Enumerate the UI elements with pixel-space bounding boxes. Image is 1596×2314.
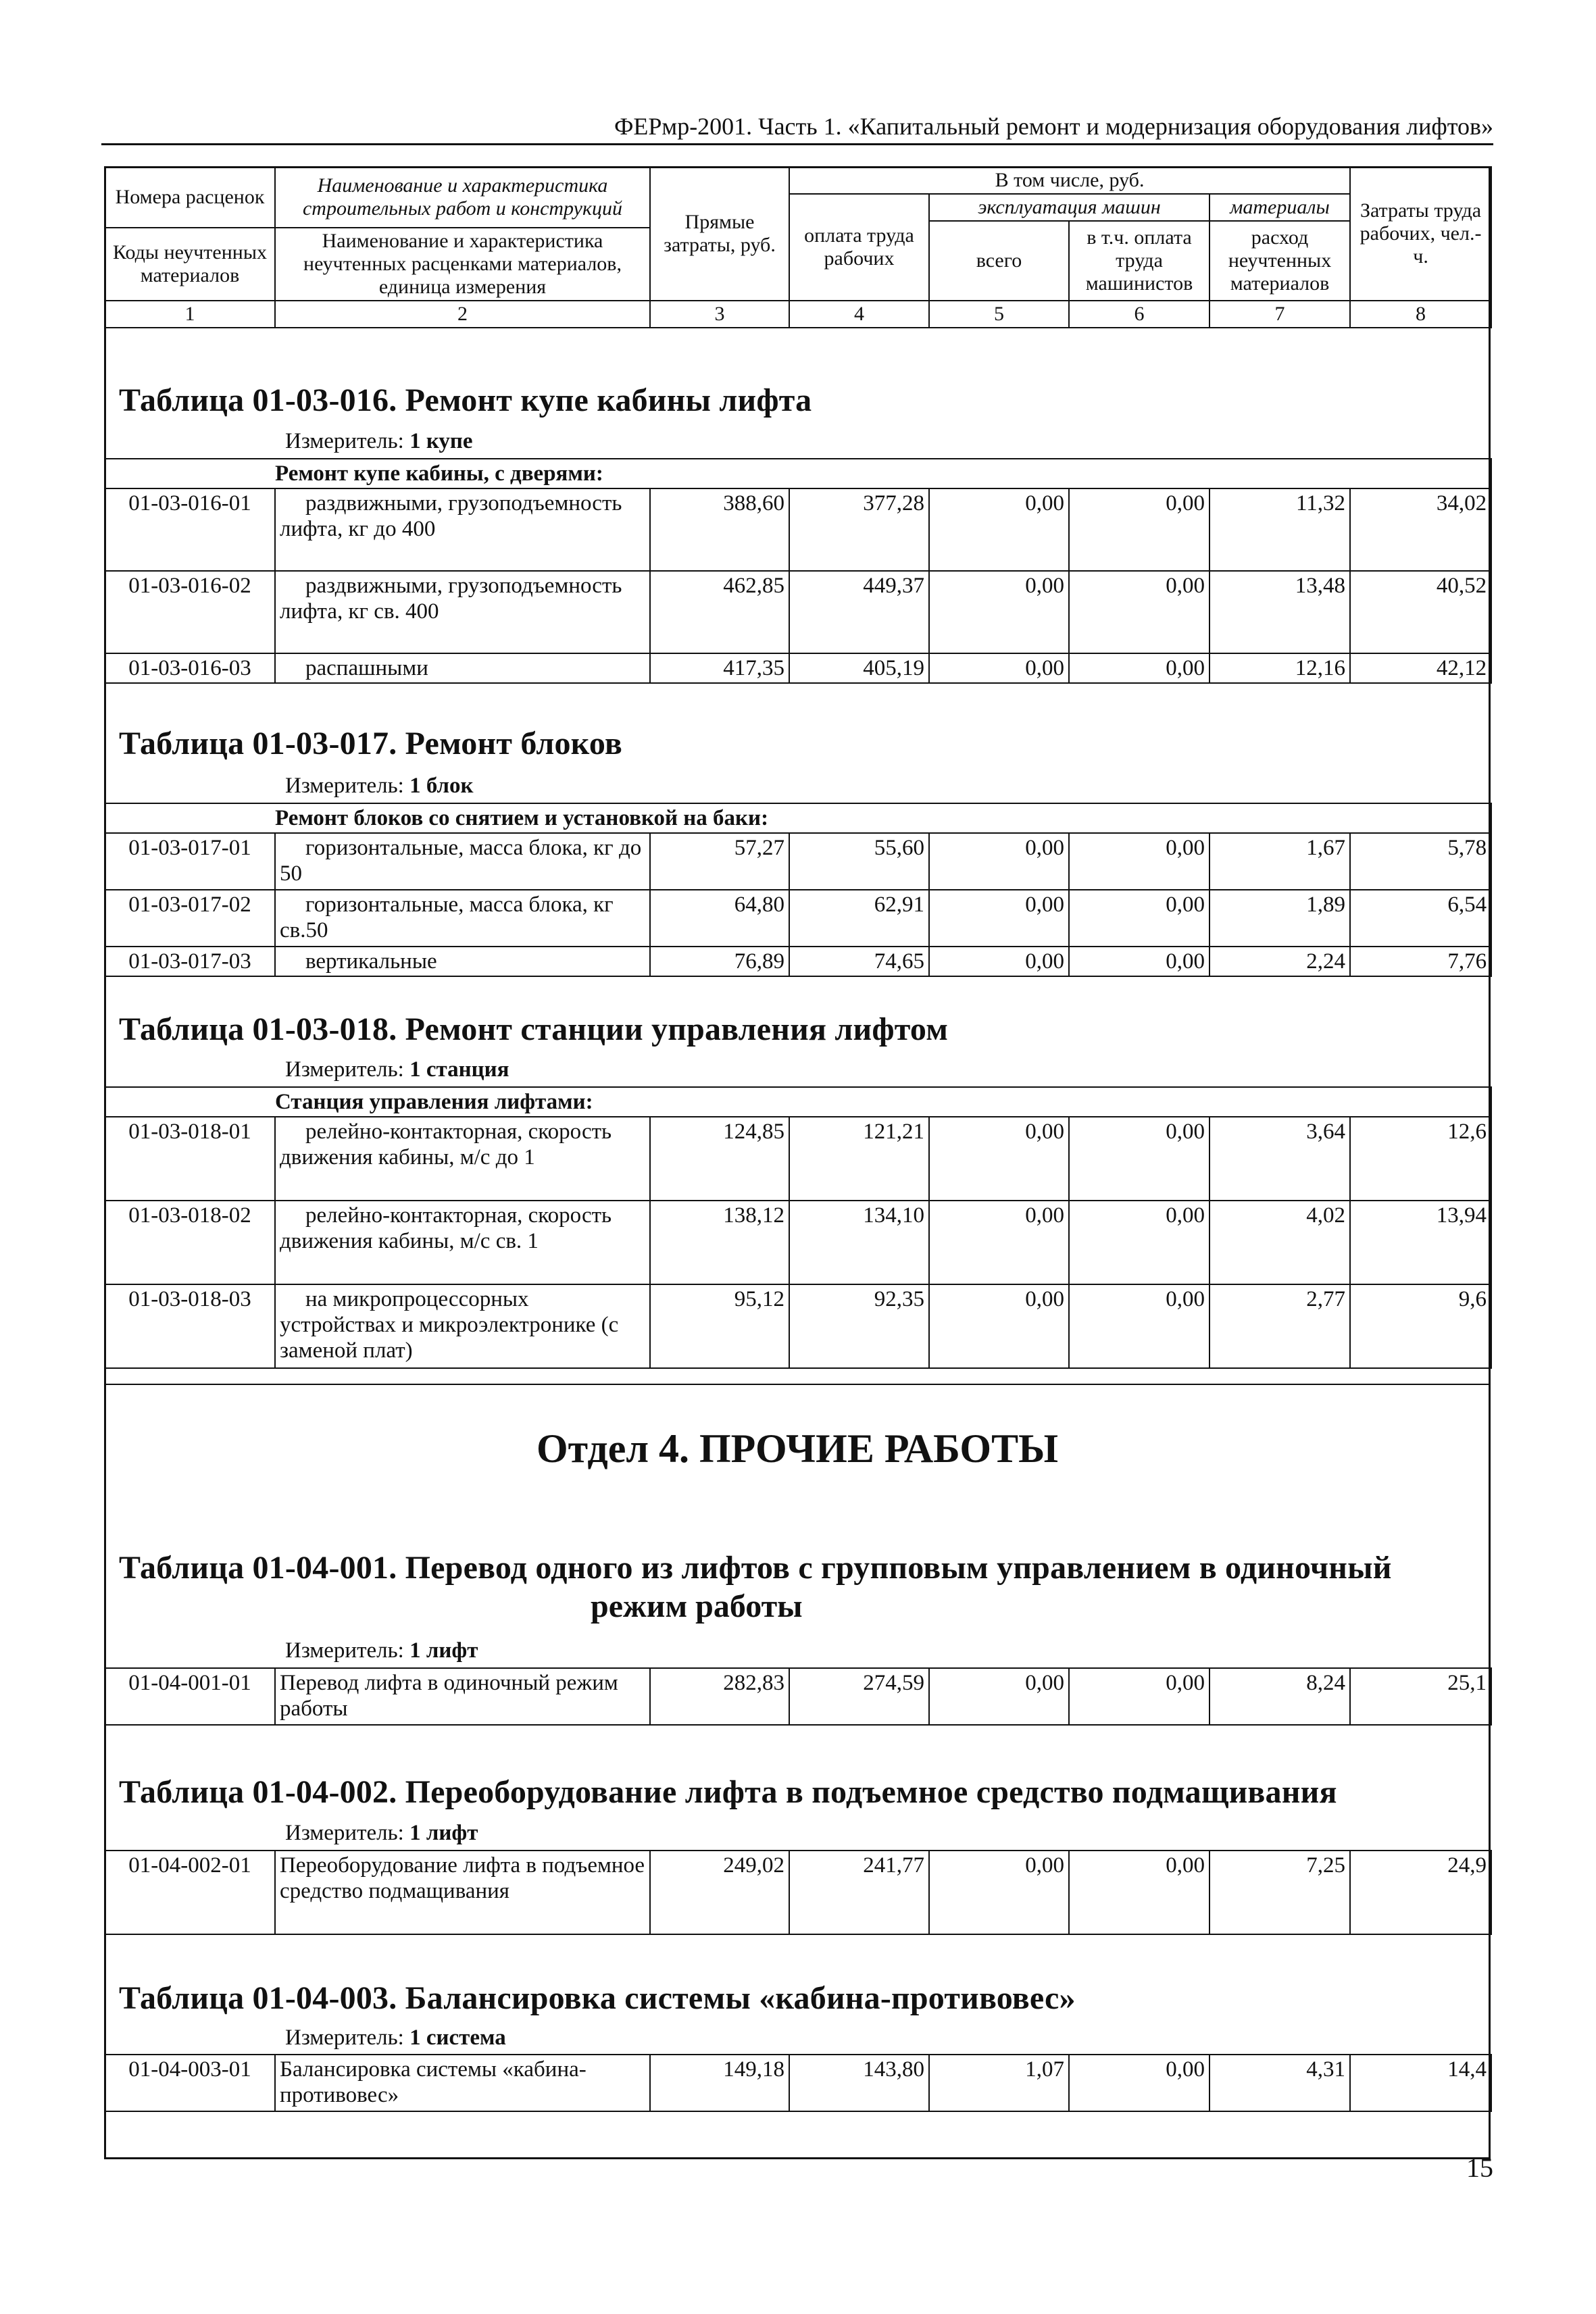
table-measure <box>285 1821 478 1846</box>
table-title: Таблица 01-04-002. Переоборудование лифта в подъемное средство подмащивания <box>119 1774 1337 1810</box>
section-divider <box>104 1384 1491 1385</box>
rate-name: горизонтальные, масса блока, кг до 50 <box>275 833 650 890</box>
measure-value: 1 система <box>409 2026 506 2050</box>
column-header-block <box>104 166 1491 328</box>
rate-name: релейно-контакторная, скорость движения кабины, м/с св. 1 <box>275 1201 650 1284</box>
machines-total: 0,00 <box>929 1668 1069 1725</box>
labor-pay: 55,60 <box>789 833 929 890</box>
col1-top-text: Номера расценок <box>115 186 265 208</box>
col-number-8: 8 <box>1350 301 1491 328</box>
including-header <box>789 167 1350 194</box>
labor-pay: 241,77 <box>789 1851 929 1934</box>
labor-hours: 7,76 <box>1350 947 1491 976</box>
machines-total: 0,00 <box>929 1201 1069 1284</box>
machines-header <box>929 194 1210 221</box>
direct-cost: 95,12 <box>650 1284 789 1368</box>
rate-name: вертикальные <box>275 947 650 976</box>
group-heading: Ремонт купе кабины, с дверями: <box>275 459 1491 488</box>
direct-cost: 124,85 <box>650 1117 789 1201</box>
direct-cost: 64,80 <box>650 890 789 947</box>
machines-total: 0,00 <box>929 571 1069 653</box>
col-number-2: 2 <box>275 301 650 328</box>
machines-total: 0,00 <box>929 653 1069 683</box>
table-title: Таблица 01-03-018. Ремонт станции управления лифтом <box>119 1011 949 1047</box>
rate-name: раздвижными, грузоподъемность лифта, кг до 400 <box>275 488 650 571</box>
col4-text: оплата труда рабочих <box>804 224 914 270</box>
materials: 1,67 <box>1210 833 1350 890</box>
table-measure <box>285 1057 509 1082</box>
rate-code: 01-03-018-01 <box>105 1117 275 1201</box>
rate-code: 01-03-018-03 <box>105 1284 275 1368</box>
machines-total: 1,07 <box>929 2055 1069 2111</box>
materials: 2,24 <box>1210 947 1350 976</box>
measure-label: Измеритель: <box>285 1057 410 1082</box>
labor-pay: 74,65 <box>789 947 929 976</box>
machinist-pay: 0,00 <box>1069 833 1210 890</box>
measure-label: Измеритель: <box>285 774 410 798</box>
rates-table <box>104 2054 1492 2112</box>
labor-hours: 40,52 <box>1350 571 1491 653</box>
rate-code: 01-03-017-03 <box>105 947 275 976</box>
materials: 1,89 <box>1210 890 1350 947</box>
page-number: 15 <box>1466 2153 1493 2183</box>
col-number-1: 1 <box>105 301 275 328</box>
col6-text: в т.ч. оплата труда машинистов <box>1085 226 1193 295</box>
labor-hours: 12,6 <box>1350 1117 1491 1201</box>
direct-cost: 462,85 <box>650 571 789 653</box>
labor-hours: 42,12 <box>1350 653 1491 683</box>
table-title: Таблица 01-03-017. Ремонт блоков <box>119 726 623 761</box>
direct-cost: 138,12 <box>650 1201 789 1284</box>
rate-name: Балансировка системы «кабина-противовес» <box>275 2055 650 2111</box>
measure-label: Измеритель: <box>285 429 410 453</box>
labor-pay: 405,19 <box>789 653 929 683</box>
rates-table <box>104 458 1492 684</box>
table-measure <box>285 429 473 454</box>
labor-hours: 14,4 <box>1350 2055 1491 2111</box>
machinist-pay: 0,00 <box>1069 890 1210 947</box>
col-number-6: 6 <box>1069 301 1210 328</box>
labor-pay: 143,80 <box>789 2055 929 2111</box>
materials: 7,25 <box>1210 1851 1350 1934</box>
col2-header-top <box>275 167 650 228</box>
table-row <box>105 653 1491 683</box>
materials: 11,32 <box>1210 488 1350 571</box>
machinist-pay: 0,00 <box>1069 1117 1210 1201</box>
column-header-table <box>104 166 1492 328</box>
col5-header <box>929 221 1069 301</box>
labor-pay: 62,91 <box>789 890 929 947</box>
labor-pay: 121,21 <box>789 1117 929 1201</box>
machines-total: 0,00 <box>929 1117 1069 1201</box>
machinist-pay: 0,00 <box>1069 571 1210 653</box>
table-title-line2: режим работы <box>591 1588 803 1624</box>
measure-label: Измеритель: <box>285 1821 410 1845</box>
rate-name: горизонтальные, масса блока, кг св.50 <box>275 890 650 947</box>
machines-total: 0,00 <box>929 890 1069 947</box>
rate-name: релейно-контакторная, скорость движения кабины, м/с до 1 <box>275 1117 650 1201</box>
labor-pay: 134,10 <box>789 1201 929 1284</box>
machines-total: 0,00 <box>929 1284 1069 1368</box>
machinist-pay: 0,00 <box>1069 1851 1210 1934</box>
col8-header <box>1350 167 1491 301</box>
col-number-7: 7 <box>1210 301 1350 328</box>
group-heading: Станция управления лифтами: <box>275 1087 1491 1117</box>
rate-code: 01-03-016-02 <box>105 571 275 653</box>
labor-hours: 13,94 <box>1350 1201 1491 1284</box>
rates-table <box>104 1850 1492 1935</box>
direct-cost: 57,27 <box>650 833 789 890</box>
direct-cost: 249,02 <box>650 1851 789 1934</box>
table-title: Таблица 01-03-016. Ремонт купе кабины лифта <box>119 382 812 418</box>
table-row <box>105 571 1491 653</box>
direct-cost: 282,83 <box>650 1668 789 1725</box>
table-measure <box>285 774 474 799</box>
table-title-line1: Таблица 01-04-001. Перевод одного из лифтов с групповым управлением в одиночный <box>119 1550 1392 1586</box>
col2-bottom-text: Наименование и характеристика неучтенных расценками материалов, единица измерения <box>303 230 622 298</box>
materials: 3,64 <box>1210 1117 1350 1201</box>
machinist-pay: 0,00 <box>1069 947 1210 976</box>
col7-text: расход неучтенных материалов <box>1228 226 1332 295</box>
measure-value: 1 лифт <box>409 1821 478 1845</box>
labor-hours: 24,9 <box>1350 1851 1491 1934</box>
col2-top-text: Наименование и характеристика строительных работ и конструкций <box>302 174 623 220</box>
col1-header-bottom <box>105 228 275 301</box>
rates-table <box>104 1667 1492 1726</box>
machinist-pay: 0,00 <box>1069 653 1210 683</box>
rate-code: 01-03-018-02 <box>105 1201 275 1284</box>
table-row <box>105 947 1491 976</box>
materials: 8,24 <box>1210 1668 1350 1725</box>
rate-name: Переоборудование лифта в подъемное средство подмащивания <box>275 1851 650 1934</box>
materials-text: материалы <box>1230 196 1330 218</box>
labor-hours: 5,78 <box>1350 833 1491 890</box>
table-measure <box>285 1638 478 1663</box>
materials-header <box>1210 194 1350 221</box>
rate-code: 01-04-002-01 <box>105 1851 275 1934</box>
table-row <box>105 1284 1491 1368</box>
rate-name: раздвижными, грузоподъемность лифта, кг св. 400 <box>275 571 650 653</box>
rate-code: 01-04-003-01 <box>105 2055 275 2111</box>
table-row <box>105 833 1491 890</box>
rate-name: распашными <box>275 653 650 683</box>
machinist-pay: 0,00 <box>1069 488 1210 571</box>
table-row <box>105 890 1491 947</box>
direct-cost: 149,18 <box>650 2055 789 2111</box>
col1-bottom-text: Коды неучтенных материалов <box>113 241 267 286</box>
measure-value: 1 станция <box>409 1057 509 1082</box>
direct-cost: 388,60 <box>650 488 789 571</box>
rate-name: на микропроцессорных устройствах и микроэлектронике (с заменой плат) <box>275 1284 650 1368</box>
col2-header-bottom <box>275 228 650 301</box>
rate-code: 01-03-016-03 <box>105 653 275 683</box>
machinist-pay: 0,00 <box>1069 2055 1210 2111</box>
column-numbers-row <box>105 301 1491 328</box>
col-number-5: 5 <box>929 301 1069 328</box>
col1-header-top <box>105 167 275 228</box>
col3-header <box>650 167 789 301</box>
table-row <box>105 1851 1491 1934</box>
running-header <box>101 108 1493 145</box>
labor-pay: 449,37 <box>789 571 929 653</box>
table-row <box>105 1201 1491 1284</box>
labor-hours: 25,1 <box>1350 1668 1491 1725</box>
rate-code: 01-04-001-01 <box>105 1668 275 1725</box>
direct-cost: 417,35 <box>650 653 789 683</box>
col-number-3: 3 <box>650 301 789 328</box>
table-row <box>105 1668 1491 1725</box>
materials: 4,02 <box>1210 1201 1350 1284</box>
machines-text: эксплуатация машин <box>978 196 1161 218</box>
col-number-4: 4 <box>789 301 929 328</box>
materials: 13,48 <box>1210 571 1350 653</box>
measure-value: 1 купе <box>409 429 473 453</box>
col8-text: Затраты труда рабочих, чел.-ч. <box>1360 199 1482 268</box>
labor-hours: 6,54 <box>1350 890 1491 947</box>
measure-label: Измеритель: <box>285 1638 410 1663</box>
rate-name: Перевод лифта в одиночный режим работы <box>275 1668 650 1725</box>
table-title: Таблица 01-04-003. Балансировка системы «кабина-противовес» <box>119 1980 1076 2016</box>
measure-value: 1 лифт <box>409 1638 478 1663</box>
table-row <box>105 488 1491 571</box>
machinist-pay: 0,00 <box>1069 1284 1210 1368</box>
materials: 2,77 <box>1210 1284 1350 1368</box>
materials: 4,31 <box>1210 2055 1350 2111</box>
machines-total: 0,00 <box>929 947 1069 976</box>
machines-total: 0,00 <box>929 833 1069 890</box>
rate-code: 01-03-017-01 <box>105 833 275 890</box>
col4-header <box>789 194 929 301</box>
rate-code: 01-03-017-02 <box>105 890 275 947</box>
labor-hours: 9,6 <box>1350 1284 1491 1368</box>
direct-cost: 76,89 <box>650 947 789 976</box>
rate-code: 01-03-016-01 <box>105 488 275 571</box>
running-header-text: ФЕРмр-2001. Часть 1. «Капитальный ремонт и модернизация оборудования лифтов» <box>614 113 1493 140</box>
measure-label: Измеритель: <box>285 2026 410 2050</box>
section-title: Отдел 4. ПРОЧИЕ РАБОТЫ <box>536 1426 1059 1471</box>
labor-pay: 274,59 <box>789 1668 929 1725</box>
machines-total: 0,00 <box>929 488 1069 571</box>
machinist-pay: 0,00 <box>1069 1201 1210 1284</box>
table-row <box>105 1117 1491 1201</box>
measure-value: 1 блок <box>409 774 474 798</box>
table-measure <box>285 2026 506 2051</box>
col6-header <box>1069 221 1210 301</box>
col7-header <box>1210 221 1350 301</box>
group-heading: Ремонт блоков со снятием и установкой на баки: <box>275 803 1491 833</box>
rates-table <box>104 1086 1492 1369</box>
labor-pay: 92,35 <box>789 1284 929 1368</box>
labor-hours: 34,02 <box>1350 488 1491 571</box>
labor-pay: 377,28 <box>789 488 929 571</box>
col3-text: Прямые затраты, руб. <box>664 211 776 256</box>
rates-table <box>104 803 1492 977</box>
col5-text: всего <box>976 249 1022 272</box>
materials: 12,16 <box>1210 653 1350 683</box>
machines-total: 0,00 <box>929 1851 1069 1934</box>
table-row <box>105 2055 1491 2111</box>
machinist-pay: 0,00 <box>1069 1668 1210 1725</box>
including-text: В том числе, руб. <box>995 169 1145 191</box>
